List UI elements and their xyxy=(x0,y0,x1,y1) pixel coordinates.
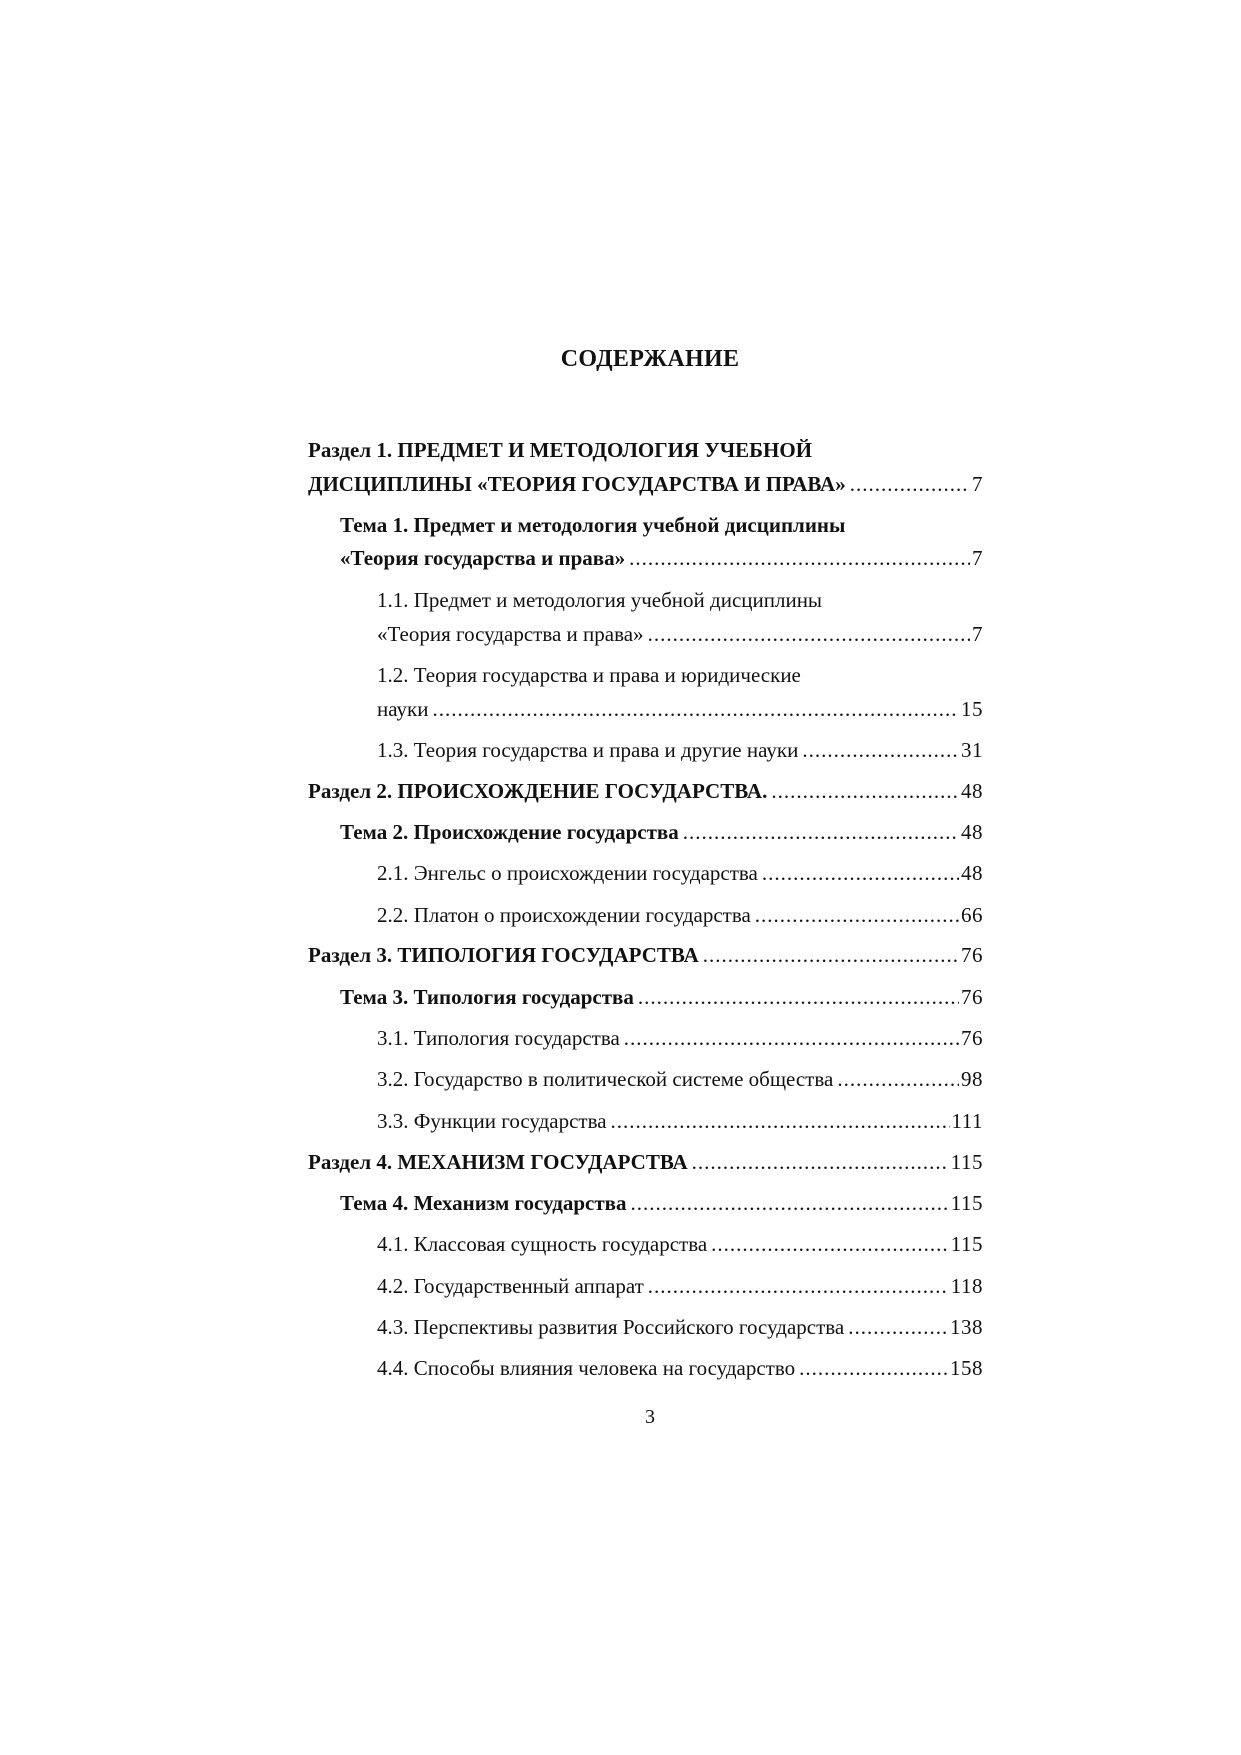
leader-dots xyxy=(624,1025,959,1051)
page-ref: 111 xyxy=(951,1109,983,1133)
toc-entry-2-2: 2.2. Платон о происхождении государства ..... 66 xyxy=(377,902,983,928)
leader-dots xyxy=(799,1355,948,1381)
leader-dots xyxy=(631,1190,949,1216)
toc-entry-razdel-1: ДИСЦИПЛИНЫ «ТЕОРИЯ ГОСУДАРСТВА И ПРАВА» ..... 7 xyxy=(308,471,983,497)
page-ref: 138 xyxy=(950,1315,983,1339)
leader-dots xyxy=(850,471,970,497)
leader-dots xyxy=(703,942,959,968)
leader-dots xyxy=(802,737,959,763)
page-ref: 76 xyxy=(961,943,983,967)
toc-entry-tema-1-line-1: Тема 1. Предмет и методология учебной дисциплины xyxy=(340,513,846,537)
toc-entry-4-1: 4.1. Классовая сущность государства ..... 115 xyxy=(377,1231,983,1257)
page-ref: 48 xyxy=(961,779,983,803)
leader-dots xyxy=(848,1314,948,1340)
page-ref: 76 xyxy=(961,1026,983,1050)
toc-entry-tema-1: «Теория государства и права» ..... 7 xyxy=(340,545,983,571)
page-title: СОДЕРЖАНИЕ xyxy=(560,346,740,372)
page-ref: 7 xyxy=(972,546,983,570)
toc-entry-razdel-3: Раздел 3. ТИПОЛОГИЯ ГОСУДАРСТВА ..... 76 xyxy=(308,942,983,968)
page-ref: 118 xyxy=(950,1274,983,1298)
page-ref: 7 xyxy=(972,472,983,496)
page-ref: 76 xyxy=(961,985,983,1009)
page-ref: 98 xyxy=(961,1067,983,1091)
toc-entry-3-3: 3.3. Функции государства ..... 111 xyxy=(377,1108,983,1134)
toc-entry-1-1: «Теория государства и права» ..... 7 xyxy=(377,621,983,647)
leader-dots xyxy=(648,1273,949,1299)
page-ref: 115 xyxy=(950,1150,983,1174)
leader-dots xyxy=(692,1149,949,1175)
toc-entry-tema-4: Тема 4. Механизм государства ..... 115 xyxy=(340,1190,983,1216)
toc-entry-1-1-line-1: 1.1. Предмет и методология учебной дисциплины xyxy=(377,588,823,612)
page-ref: 48 xyxy=(961,861,983,885)
toc-entry-razdel-4: Раздел 4. МЕХАНИЗМ ГОСУДАРСТВА ..... 115 xyxy=(308,1149,983,1175)
leader-dots xyxy=(683,819,959,845)
page-ref: 31 xyxy=(961,738,983,762)
leader-dots xyxy=(638,984,959,1010)
toc-entry-1-2: науки ..... 15 xyxy=(377,696,983,722)
leader-dots xyxy=(771,778,959,804)
leader-dots xyxy=(762,860,959,886)
page-ref: 66 xyxy=(961,903,983,927)
leader-dots xyxy=(629,545,970,571)
leader-dots xyxy=(432,696,959,722)
page-ref: 15 xyxy=(961,697,983,721)
leader-dots xyxy=(648,621,970,647)
toc-entry-1-2-line-1: 1.2. Теория государства и права и юридические xyxy=(377,663,801,687)
toc-entry-tema-3: Тема 3. Типология государства ..... 76 xyxy=(340,984,983,1010)
toc-entry-4-2: 4.2. Государственный аппарат ..... 118 xyxy=(377,1273,983,1299)
toc-entry-razdel-1-line-1: Раздел 1. ПРЕДМЕТ И МЕТОДОЛОГИЯ УЧЕБНОЙ xyxy=(308,438,813,462)
toc-entry-1-3: 1.3. Теория государства и права и другие науки ..... 31 xyxy=(377,737,983,763)
toc-entry-tema-2: Тема 2. Происхождение государства ..... 48 xyxy=(340,819,983,845)
page-ref: 115 xyxy=(950,1191,983,1215)
page-number: 3 xyxy=(645,1406,655,1428)
page-ref: 158 xyxy=(950,1356,983,1380)
toc-entry-3-1: 3.1. Типология государства ..... 76 xyxy=(377,1025,983,1051)
page-ref: 48 xyxy=(961,820,983,844)
toc-entry-4-3: 4.3. Перспективы развития Российского государства ..... 138 xyxy=(377,1314,983,1340)
page-ref: 7 xyxy=(972,622,983,646)
toc-entry-razdel-2: Раздел 2. ПРОИСХОЖДЕНИЕ ГОСУДАРСТВА. ..... 48 xyxy=(308,778,983,804)
toc-entry-4-4: 4.4. Способы влияния человека на государство ..... 158 xyxy=(377,1355,983,1381)
toc-entry-2-1: 2.1. Энгельс о происхождении государства ..... 48 xyxy=(377,860,983,886)
page-ref: 115 xyxy=(950,1232,983,1256)
leader-dots xyxy=(755,902,959,928)
toc-entry-3-2: 3.2. Государство в политической системе общества ..... 98 xyxy=(377,1066,983,1092)
leader-dots xyxy=(611,1108,950,1134)
leader-dots xyxy=(711,1231,949,1257)
leader-dots xyxy=(837,1066,959,1092)
